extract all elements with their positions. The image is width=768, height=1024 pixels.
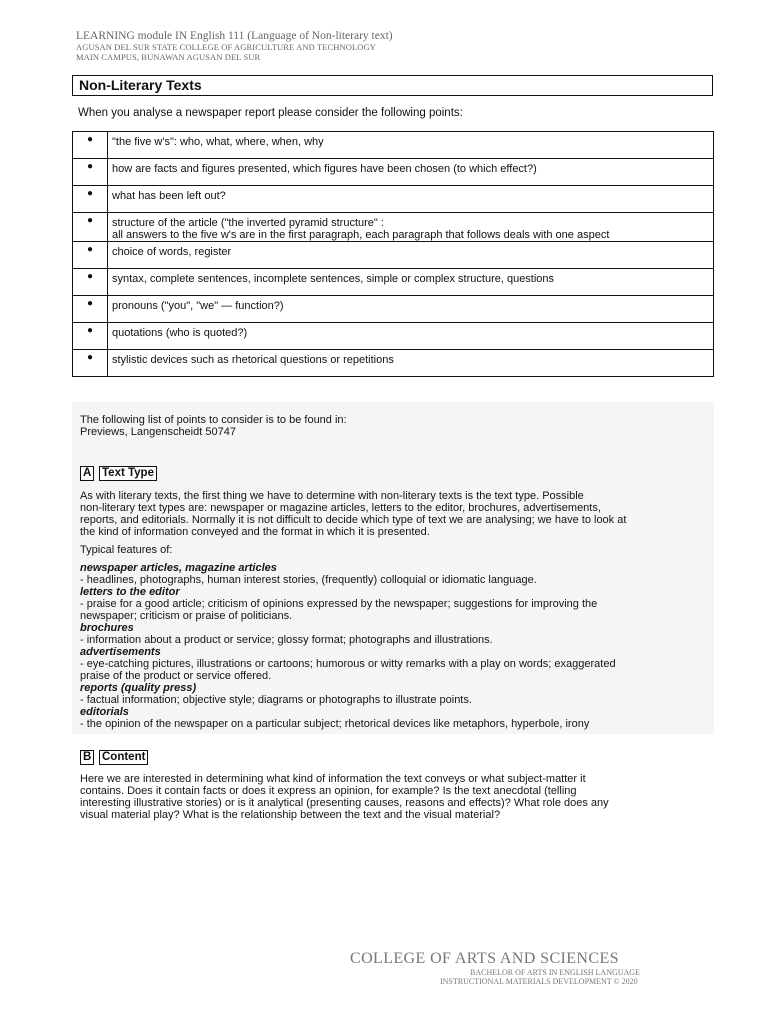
paragraph-line: reports, and editorials. Normally it is not difficult to decide which type of text we are analysing; we have to look at xyxy=(80,514,627,526)
point-text: how are facts and figures presented, which figures have been chosen (to which effect?) xyxy=(108,159,714,186)
table-row xyxy=(73,159,714,186)
point-text-line: all answers to the five w's are in the first paragraph, each paragraph that follows deals with one aspect xyxy=(112,229,610,241)
bullet-icon: ● xyxy=(73,296,108,323)
table-row xyxy=(73,186,714,213)
point-text: pronouns ("you", "we" — function?) xyxy=(108,296,714,323)
section-title: Non-Literary Texts xyxy=(79,77,202,93)
table-row xyxy=(73,269,714,296)
paragraph-line: Here we are interested in determining what kind of information the text conveys or what subject-matter it xyxy=(80,773,586,785)
text-type-desc: - praise for a good article; criticism of opinions expressed by the newspaper; suggestions for improving the xyxy=(80,598,598,610)
paragraph-line: the kind of information conveyed and the format in which it is presented. xyxy=(80,526,430,538)
table-row xyxy=(73,242,714,269)
point-text: stylistic devices such as rhetorical questions or repetitions xyxy=(108,350,714,377)
source-line: The following list of points to consider is to be found in: xyxy=(80,414,347,426)
module-title: LEARNING module IN English 111 (Language of Non-literary text) xyxy=(76,30,393,42)
footer-dev: INSTRUCTIONAL MATERIALS DEVELOPMENT © 2020 xyxy=(440,977,638,986)
paragraph-line: As with literary texts, the first thing we have to determine with non-literary texts is the text type. Possible xyxy=(80,490,584,502)
table-row xyxy=(73,213,714,242)
bullet-icon: ● xyxy=(73,159,108,186)
text-type-name: letters to the editor xyxy=(80,586,180,598)
text-type-name: editorials xyxy=(80,706,129,718)
text-type-name: advertisements xyxy=(80,646,161,658)
text-type-name: reports (quality press) xyxy=(80,682,197,694)
institution-name: AGUSAN DEL SUR STATE COLLEGE OF AGRICULTURE AND TECHNOLOGY xyxy=(76,42,376,52)
bullet-icon: ● xyxy=(73,186,108,213)
point-text-line: structure of the article ("the inverted pyramid structure" : xyxy=(112,217,384,229)
scanned-excerpt xyxy=(72,402,714,734)
point-text xyxy=(108,213,714,242)
section-b-title: Content xyxy=(99,750,148,765)
text-type-name: brochures xyxy=(80,622,134,634)
section-b-letter: B xyxy=(80,750,94,765)
bullet-icon: ● xyxy=(73,323,108,350)
text-type-desc: - headlines, photographs, human interest stories, (frequently) colloquial or idiomatic language. xyxy=(80,574,537,586)
table-row xyxy=(73,323,714,350)
point-text: quotations (who is quoted?) xyxy=(108,323,714,350)
point-text: "the five w's": who, what, where, when, why xyxy=(108,132,714,159)
points-table xyxy=(72,131,714,377)
campus-name: MAIN CAMPUS, BUNAWAN AGUSAN DEL SUR xyxy=(76,52,261,62)
source-line: Previews, Langenscheidt 50747 xyxy=(80,426,236,438)
text-type-desc: praise of the product or service offered. xyxy=(80,670,272,682)
point-text: syntax, complete sentences, incomplete sentences, simple or complex structure, questions xyxy=(108,269,714,296)
text-type-desc: - information about a product or service; glossy format; photographs and illustrations. xyxy=(80,634,493,646)
bullet-icon: ● xyxy=(73,350,108,377)
text-type-desc: - eye-catching pictures, illustrations or cartoons; humorous or witty remarks with a play on words; exaggerated xyxy=(80,658,616,670)
table-row xyxy=(73,350,714,377)
point-text: choice of words, register xyxy=(108,242,714,269)
footer-college: COLLEGE OF ARTS AND SCIENCES xyxy=(350,950,619,967)
table-row xyxy=(73,296,714,323)
bullet-icon: ● xyxy=(73,242,108,269)
bullet-icon: ● xyxy=(73,132,108,159)
paragraph-line: contains. Does it contain facts or does it express an opinion, for example? Is the text anecdotal (telling xyxy=(80,785,577,797)
point-text: what has been left out? xyxy=(108,186,714,213)
section-a-letter: A xyxy=(80,466,94,481)
bullet-icon: ● xyxy=(73,269,108,296)
text-type-desc: newspaper; criticism or praise of politicians. xyxy=(80,610,293,622)
paragraph-line: non-literary text types are: newspaper or magazine articles, letters to the editor, brochures, advertisements, xyxy=(80,502,601,514)
paragraph-line: visual material play? What is the relationship between the text and the visual material? xyxy=(80,809,501,821)
text-type-desc: - the opinion of the newspaper on a particular subject; rhetorical devices like metaphors, hyperbole, irony xyxy=(80,718,590,730)
typical-features-heading: Typical features of: xyxy=(80,544,173,556)
section-title-box xyxy=(72,75,713,96)
text-type-desc: - factual information; objective style; diagrams or photographs to illustrate points. xyxy=(80,694,472,706)
intro-text: When you analyse a newspaper report please consider the following points: xyxy=(78,107,463,119)
paragraph-line: interesting illustrative stories) or is it analytical (presenting causes, reasons and effects)? What role does any xyxy=(80,797,609,809)
bullet-icon: ● xyxy=(73,213,108,242)
footer-program: BACHELOR OF ARTS IN ENGLISH LANGUAGE xyxy=(470,968,640,977)
section-a-title: Text Type xyxy=(99,466,157,481)
table-row xyxy=(73,132,714,159)
text-type-name: newspaper articles, magazine articles xyxy=(80,562,277,574)
